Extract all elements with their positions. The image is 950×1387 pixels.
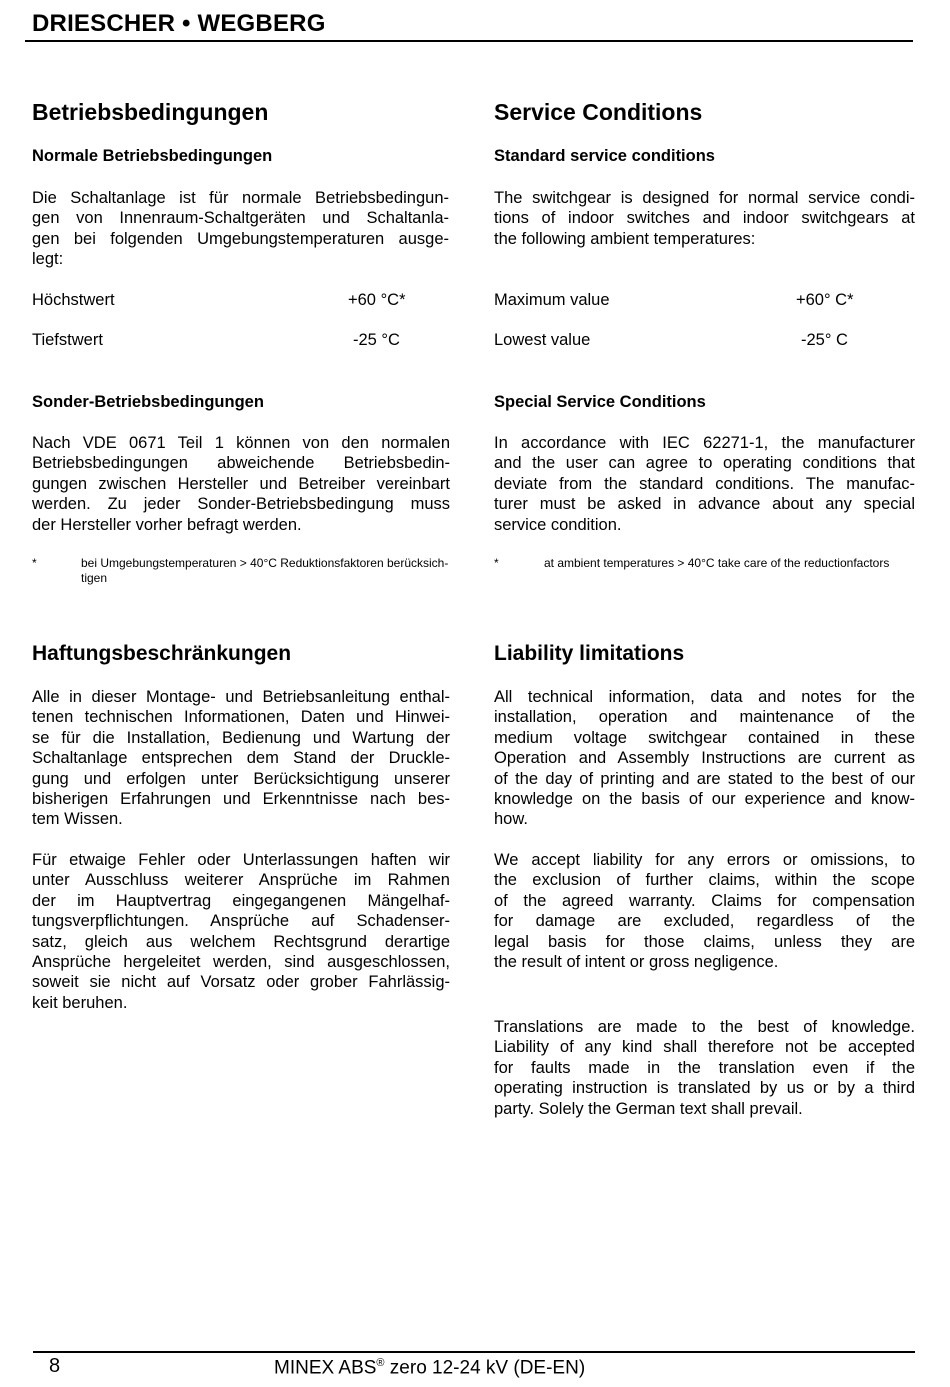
text-line: Translations are made to the best of knowledge. bbox=[494, 1018, 915, 1036]
en-normal-paragraph bbox=[494, 188, 915, 249]
text-line: In accordance with IEC 62271-1, the manufacturer bbox=[494, 434, 915, 452]
text-line: tions of indoor switches and indoor switchgears at bbox=[494, 209, 915, 228]
text-line: installation, operation and maintenance of the bbox=[494, 708, 915, 727]
text-line: of the day of printing and are stated to the best of our bbox=[494, 769, 915, 788]
en-footnote-text bbox=[544, 556, 904, 571]
text-line: Für etwaige Fehler oder Unterlassungen haften wir bbox=[32, 851, 450, 869]
de-footnote-text bbox=[81, 556, 461, 586]
text-line: der Hersteller vorher befragt werden. bbox=[32, 515, 302, 534]
en-normal-heading: Standard service conditions bbox=[494, 147, 715, 165]
text-line: Operation and Assembly Instructions are current as bbox=[494, 749, 915, 768]
text-line: party. Solely the German text shall prevail. bbox=[494, 1099, 803, 1118]
de-normal-heading: Normale Betriebsbedingungen bbox=[32, 147, 273, 165]
text-line: for faults made in the translation even if the bbox=[494, 1058, 915, 1077]
text-line: tigen bbox=[81, 571, 108, 585]
text-line: gung und erfolgen unter Berücksichtigung unserer bbox=[32, 769, 450, 788]
text-line: tungsverpflichtungen. Ansprüche auf Schadenser- bbox=[32, 912, 450, 931]
en-special-heading: Special Service Conditions bbox=[494, 393, 706, 411]
text-line: Die Schaltanlage ist für normale Betriebsbedingun- bbox=[32, 189, 449, 207]
footer-rule bbox=[33, 1351, 915, 1353]
de-special-heading: Sonder-Betriebsbedingungen bbox=[32, 393, 264, 411]
text-line: der im Hauptvertrag eingegangenen Mängelhaf- bbox=[32, 891, 450, 910]
text-line: The switchgear is designed for normal service condi- bbox=[494, 189, 915, 207]
company-header: DRIESCHER • WEGBERG bbox=[32, 10, 326, 37]
text-line: soweit sie nicht auf Vorsatz oder grober Fahrlässig- bbox=[32, 973, 450, 992]
de-liability-heading: Haftungsbeschränkungen bbox=[32, 642, 292, 665]
header-rule bbox=[25, 40, 913, 42]
registered-mark: ® bbox=[376, 1357, 385, 1369]
text-line: We accept liability for any errors or omissions, to bbox=[494, 851, 915, 869]
de-min-value: -25 °C bbox=[353, 331, 400, 349]
page-number: 8 bbox=[49, 1355, 61, 1377]
text-line: unter Ausschluss weiterer Ansprüche im Rahmen bbox=[32, 871, 450, 890]
text-line: Betriebsbedingungen abweichende Betriebsbedin- bbox=[32, 454, 450, 473]
text-line: and the user can agree to operating conditions that bbox=[494, 454, 915, 473]
text-line: satz, gleich aus welchem Rechtsgrund derartige bbox=[32, 932, 450, 951]
text-line: bei Umgebungstemperaturen > 40°C Reduktionsfaktoren berücksich- bbox=[81, 556, 449, 570]
de-footnote-mark: * bbox=[32, 556, 37, 570]
en-liability-paragraph-3 bbox=[494, 1017, 915, 1119]
text-line: werden. Zu jeder Sonder-Betriebsbedingung muss bbox=[32, 495, 450, 514]
text-line: deviate from the standard conditions. The manufac- bbox=[494, 474, 915, 493]
text-line: factors bbox=[853, 556, 890, 570]
en-liability-paragraph-1 bbox=[494, 687, 915, 830]
text-line: Schaltanlage entsprechen dem Stand der Druckle- bbox=[32, 749, 450, 768]
text-line: Alle in dieser Montage- und Betriebsanleitung enthal- bbox=[32, 688, 450, 706]
text-line: tenen technischen Informationen, Daten und Hinwei- bbox=[32, 708, 450, 727]
en-min-label: Lowest value bbox=[494, 331, 591, 349]
en-liability-heading: Liability limitations bbox=[494, 642, 685, 665]
text-line: gen bei folgenden Umgebungstemperaturen ausge- bbox=[32, 229, 449, 248]
document-title-name: MINEX ABS bbox=[274, 1357, 377, 1379]
text-line: Nach VDE 0671 Teil 1 können von den normalen bbox=[32, 434, 450, 452]
text-line: how. bbox=[494, 810, 528, 829]
text-line: operating instruction is translated by us or by a third bbox=[494, 1079, 915, 1098]
text-line: the following ambient temperatures: bbox=[494, 229, 756, 248]
text-line: tem Wissen. bbox=[32, 810, 123, 829]
en-liability-paragraph-2 bbox=[494, 850, 915, 972]
en-max-label: Maximum value bbox=[494, 291, 610, 309]
text-line: of the agreed warranty. Claims for compensation bbox=[494, 891, 915, 910]
en-footnote-mark: * bbox=[494, 556, 499, 570]
text-line: gen von Innenraum-Schaltgeräten und Schaltanla- bbox=[32, 209, 449, 228]
text-line: the exclusion of further claims, within the scope bbox=[494, 871, 915, 890]
de-max-label: Höchstwert bbox=[32, 291, 115, 309]
document-title bbox=[274, 1357, 585, 1379]
text-line: service condition. bbox=[494, 515, 622, 534]
text-line: legt: bbox=[32, 250, 64, 269]
text-line: medium voltage switchgear contained in these bbox=[494, 728, 915, 747]
text-line: Liability of any kind shall therefore not be accepted bbox=[494, 1038, 915, 1057]
text-line: gungen zwischen Hersteller und Betreiber vereinbart bbox=[32, 474, 450, 493]
de-liability-paragraph-2 bbox=[32, 850, 450, 1013]
text-line: All technical information, data and notes for the bbox=[494, 688, 915, 706]
text-line: knowledge on the basis of our experience and know- bbox=[494, 790, 915, 809]
en-min-value: -25° C bbox=[801, 331, 848, 349]
de-min-label: Tiefstwert bbox=[32, 331, 103, 349]
en-title: Service Conditions bbox=[494, 99, 703, 125]
text-line: Ansprüche hergeleitet werden, sind ausgeschlossen, bbox=[32, 953, 450, 972]
text-line: bisherigen Erfahrungen und Erkenntnisse nach bes- bbox=[32, 790, 450, 809]
de-normal-paragraph bbox=[32, 188, 449, 270]
text-line: the result of intent or gross negligence. bbox=[494, 953, 779, 972]
de-liability-paragraph-1 bbox=[32, 687, 450, 830]
de-title: Betriebsbedingungen bbox=[32, 99, 269, 125]
en-max-value: +60° C* bbox=[796, 291, 854, 309]
en-special-paragraph bbox=[494, 433, 915, 535]
text-line: keit beruhen. bbox=[32, 993, 128, 1012]
text-line: legal basis for those claims, unless they are bbox=[494, 932, 915, 951]
document-title-rest: zero 12-24 kV (DE-EN) bbox=[384, 1357, 586, 1379]
text-line: for damage are excluded, regardless of the bbox=[494, 912, 915, 931]
text-line: se für die Installation, Bedienung und Wartung der bbox=[32, 728, 450, 747]
text-line: turer must be asked in advance about any special bbox=[494, 495, 915, 514]
de-special-paragraph bbox=[32, 433, 450, 535]
de-max-value: +60 °C* bbox=[348, 291, 406, 309]
text-line: at ambient temperatures > 40°C take care of the reduction bbox=[544, 556, 854, 570]
